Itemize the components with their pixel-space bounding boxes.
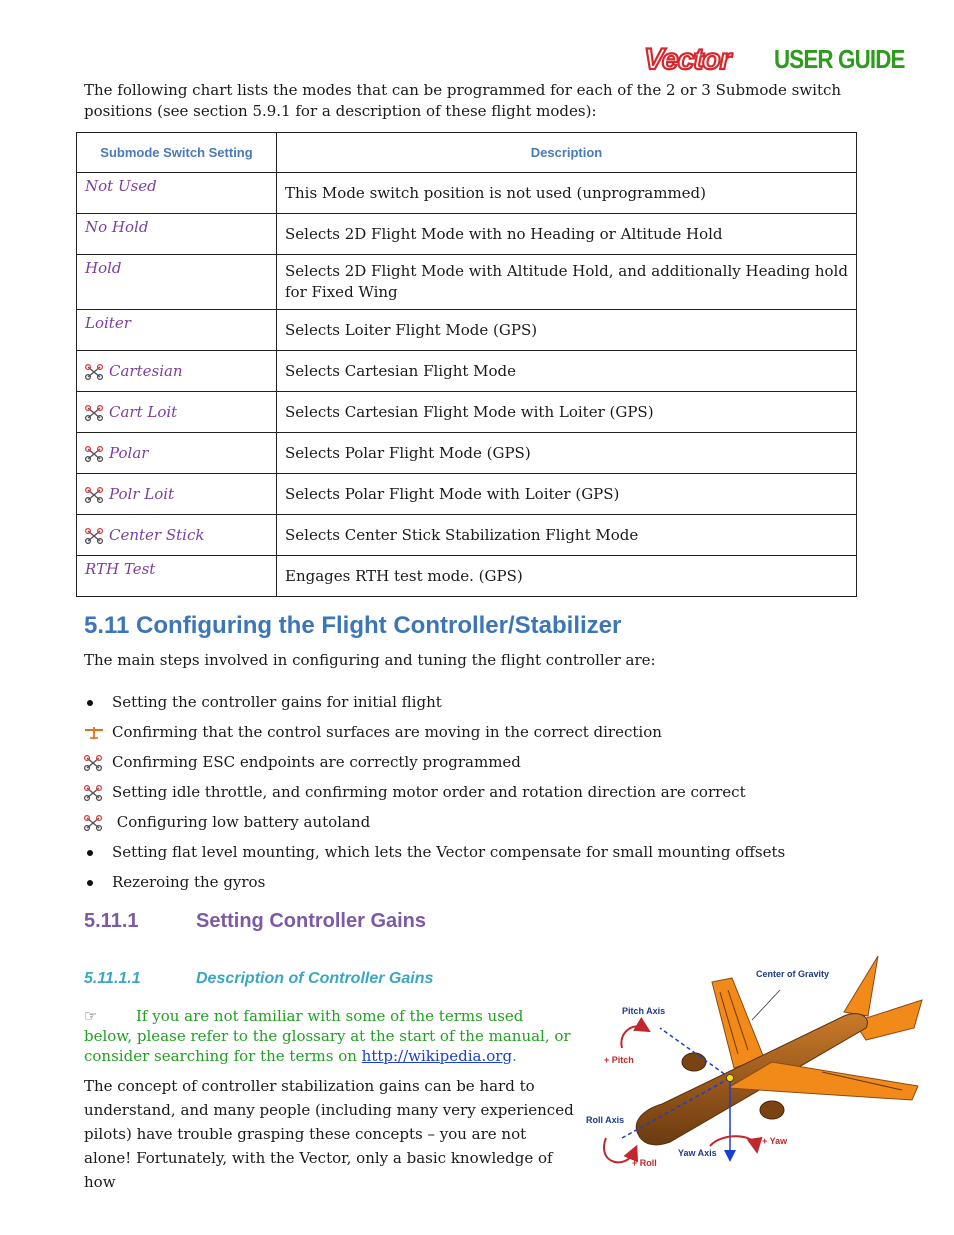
subsection-number: 5.11.1 xyxy=(84,910,139,932)
submode-setting-cell xyxy=(77,392,277,433)
vertical-stabilizer xyxy=(844,956,878,1016)
guide-label: USER GUIDE xyxy=(774,43,905,74)
label-yaw: + Yaw xyxy=(762,1136,788,1146)
multirotor-icon xyxy=(85,487,103,503)
label-pitch-axis: Pitch Axis xyxy=(622,1006,666,1016)
list-item-text: Confirming ESC endpoints are correctly programmed xyxy=(112,753,521,771)
note-paragraph xyxy=(84,1006,574,1066)
body-paragraph: The concept of controller stabilization gains can be hard to understand, and many people (including many very experienced pilots) have trouble grasping these concepts – you are not alone! Fortunately, with the Vector, only a basic knowledge of how xyxy=(84,1077,574,1191)
bullet-icon xyxy=(87,850,93,856)
table-row xyxy=(77,392,857,433)
multirotor-icon xyxy=(85,405,103,421)
submode-setting-label: Not Used xyxy=(85,177,157,195)
table-row xyxy=(77,214,857,255)
submode-setting-cell xyxy=(77,433,277,474)
submode-setting-cell xyxy=(77,255,277,310)
list-marker xyxy=(84,814,104,832)
engine-right xyxy=(760,1101,784,1119)
table-row xyxy=(77,351,857,392)
pitch-rotation-arrow xyxy=(621,1026,644,1048)
table-row xyxy=(77,515,857,556)
list-marker xyxy=(84,724,104,742)
submode-setting-label: Hold xyxy=(85,259,122,277)
table-body xyxy=(77,173,857,597)
submode-setting-label: RTH Test xyxy=(85,560,156,578)
note-end: . xyxy=(512,1047,517,1065)
list-marker xyxy=(84,784,104,802)
table-row xyxy=(77,433,857,474)
description-cell: Selects Center Stick Stabilization Flight Mode xyxy=(277,515,857,556)
multirotor-icon xyxy=(85,446,103,462)
label-center-of-gravity: Center of Gravity xyxy=(756,969,830,979)
yaw-rotation-arrow xyxy=(710,1136,756,1146)
list-item xyxy=(84,868,785,898)
list-item-text: Rezeroing the gyros xyxy=(112,873,266,891)
table-row xyxy=(77,556,857,597)
submode-setting-label: Cartesian xyxy=(109,362,183,380)
description-cell: Selects Cartesian Flight Mode xyxy=(277,351,857,392)
table-row xyxy=(77,474,857,515)
multirotor-icon xyxy=(84,755,102,771)
subsection-heading xyxy=(84,910,426,933)
description-cell: Engages RTH test mode. (GPS) xyxy=(277,556,857,597)
wikipedia-link[interactable]: http://wikipedia.org xyxy=(361,1047,513,1065)
list-marker xyxy=(84,694,104,712)
list-marker xyxy=(84,844,104,862)
note-text: If you are not familiar with some of the terms used below, please refer to the glossary at the start of the manual, or consider searching for the terms on xyxy=(84,1007,571,1065)
pointing-hand-icon: ☞ xyxy=(84,1007,98,1025)
submode-setting-cell xyxy=(77,515,277,556)
page-header xyxy=(642,42,926,76)
subsubsection-title: Description of Controller Gains xyxy=(196,970,434,987)
list-item-text: Confirming that the control surfaces are moving in the correct direction xyxy=(112,723,662,741)
table-row xyxy=(77,255,857,310)
submode-setting-cell xyxy=(77,310,277,351)
table-row xyxy=(77,310,857,351)
table-row xyxy=(77,173,857,214)
engine-left xyxy=(682,1053,706,1071)
list-item xyxy=(84,688,785,718)
list-item-text: Configuring low battery autoland xyxy=(112,813,371,831)
submode-setting-cell xyxy=(77,214,277,255)
submode-setting-cell xyxy=(77,474,277,515)
label-pitch: + Pitch xyxy=(604,1055,634,1065)
submode-setting-label: Loiter xyxy=(85,314,131,332)
logo-text: Vector xyxy=(644,43,731,76)
multirotor-icon xyxy=(85,364,103,380)
list-item-text: Setting the controller gains for initial flight xyxy=(112,693,442,711)
submode-setting-label: Polar xyxy=(109,444,149,462)
section-heading: 5.11 Configuring the Flight Controller/Stabilizer xyxy=(84,612,622,639)
multirotor-icon xyxy=(84,815,102,831)
steps-list xyxy=(84,688,785,898)
multirotor-icon xyxy=(84,785,102,801)
intro-paragraph: The following chart lists the modes that can be programmed for each of the 2 or 3 Submode switch positions (see section 5.9.1 for a description of these flight modes): xyxy=(84,81,842,120)
submode-setting-cell xyxy=(77,556,277,597)
label-yaw-axis: Yaw Axis xyxy=(678,1148,717,1158)
submode-setting-cell xyxy=(77,173,277,214)
submode-setting-label: Polr Loit xyxy=(109,485,175,503)
subsubsection-heading xyxy=(84,970,433,988)
list-marker xyxy=(84,874,104,892)
left-wing xyxy=(712,978,764,1068)
list-item xyxy=(84,808,785,838)
airplane-axes-figure xyxy=(582,950,927,1180)
header-submode-setting: Submode Switch Setting xyxy=(77,133,277,173)
list-item xyxy=(84,748,785,778)
list-item-text: Setting flat level mounting, which lets the Vector compensate for small mounting offsets xyxy=(112,843,786,861)
description-cell: This Mode switch position is not used (unprogrammed) xyxy=(277,173,857,214)
description-cell: Selects Loiter Flight Mode (GPS) xyxy=(277,310,857,351)
fixed-wing-icon xyxy=(84,726,104,740)
list-item xyxy=(84,778,785,808)
vector-logo xyxy=(642,42,760,76)
description-cell: Selects Polar Flight Mode with Loiter (GPS) xyxy=(277,474,857,515)
list-item xyxy=(84,718,785,748)
submode-table xyxy=(76,132,857,597)
label-roll-axis: Roll Axis xyxy=(586,1115,625,1125)
center-of-gravity-dot xyxy=(727,1075,734,1082)
multirotor-icon xyxy=(85,528,103,544)
description-cell: Selects Polar Flight Mode (GPS) xyxy=(277,433,857,474)
section-intro: The main steps involved in configuring and tuning the flight controller are: xyxy=(84,651,656,669)
description-cell: Selects Cartesian Flight Mode with Loiter (GPS) xyxy=(277,392,857,433)
submode-setting-label: Center Stick xyxy=(109,526,205,544)
list-item-text: Setting idle throttle, and confirming motor order and rotation direction are correct xyxy=(112,783,746,801)
submode-setting-cell xyxy=(77,351,277,392)
description-cell: Selects 2D Flight Mode with Altitude Hold, and additionally Heading hold for Fixed Wing xyxy=(277,255,857,310)
subsubsection-number: 5.11.1.1 xyxy=(84,970,141,987)
subsection-title: Setting Controller Gains xyxy=(196,910,427,932)
table-header-row xyxy=(77,133,857,173)
label-roll: + Roll xyxy=(632,1158,657,1168)
description-cell: Selects 2D Flight Mode with no Heading or Altitude Hold xyxy=(277,214,857,255)
submode-setting-label: No Hold xyxy=(85,218,149,236)
list-item xyxy=(84,838,785,868)
roll-rotation-arrow xyxy=(604,1138,634,1162)
list-marker xyxy=(84,754,104,772)
bullet-icon xyxy=(87,700,93,706)
header-description: Description xyxy=(277,133,857,173)
bullet-icon xyxy=(87,880,93,886)
submode-setting-label: Cart Loit xyxy=(109,403,178,421)
